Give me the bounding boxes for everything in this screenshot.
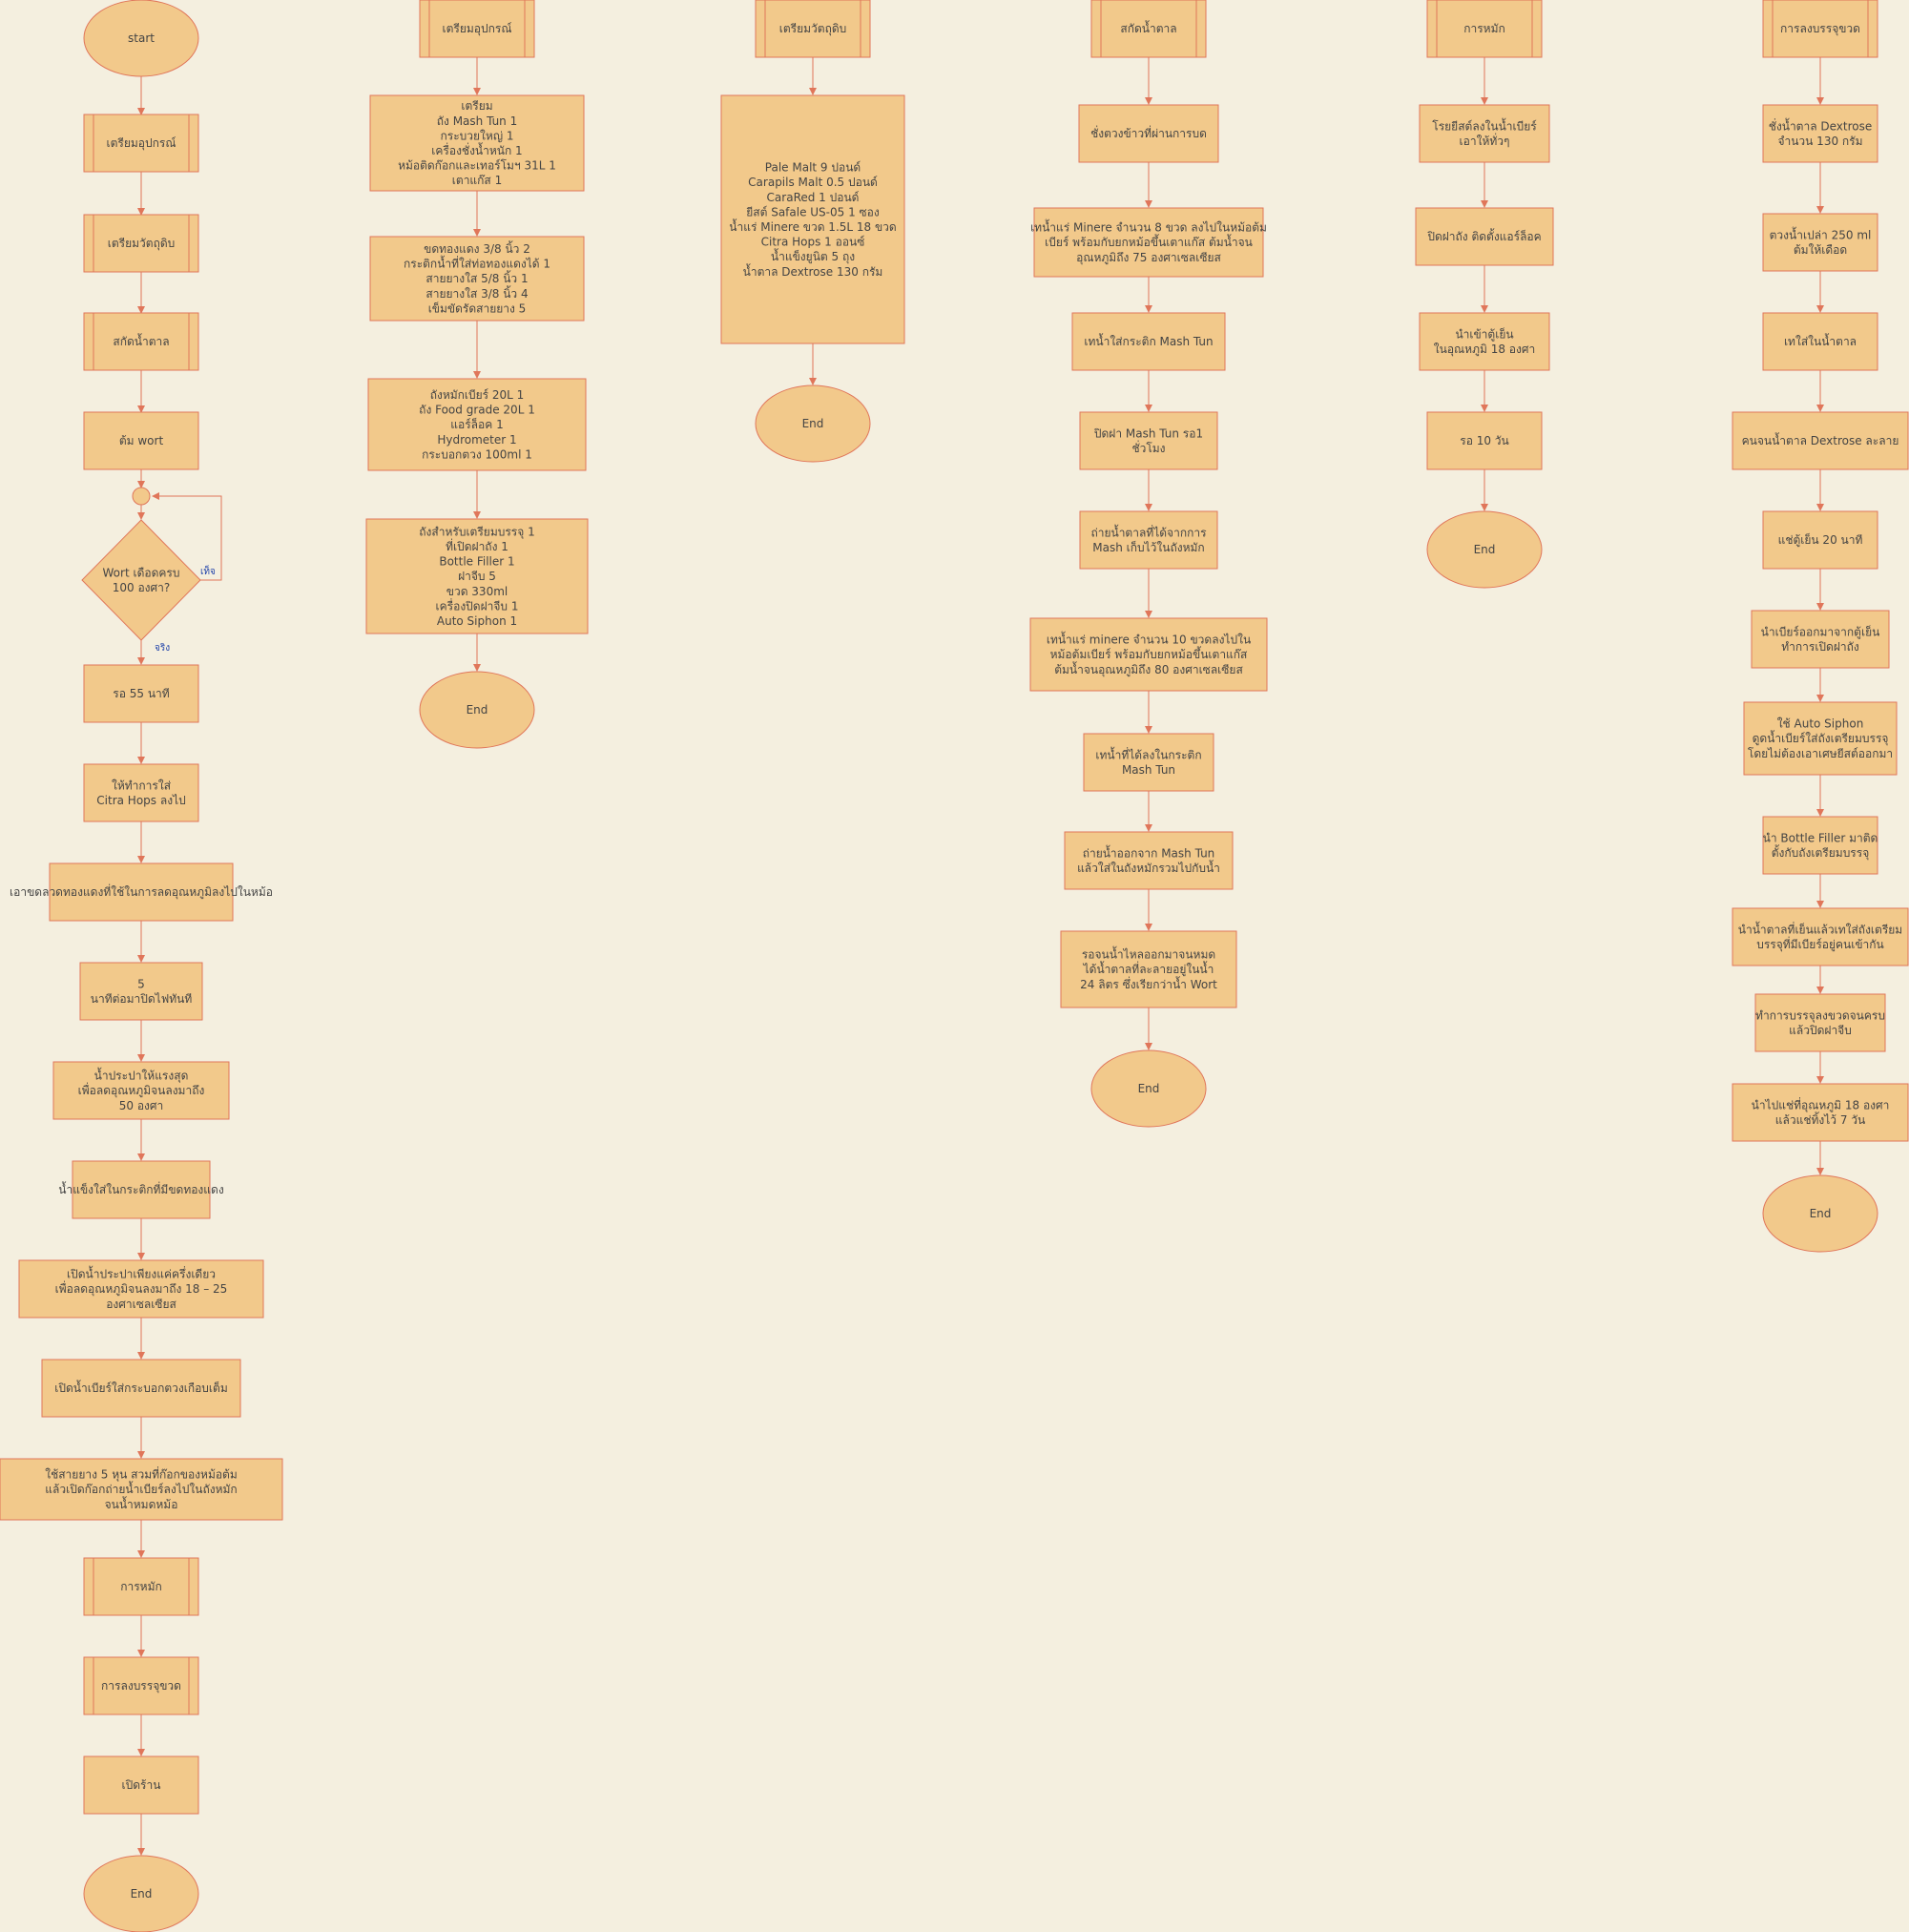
node-text: เทใส่ในน้ำตาล [1783,335,1857,349]
node-text: หม้อต้มเบียร์ พร้อมกับยกหม้อขึ้นเตาแก๊ส [1049,648,1248,662]
node-text: End [130,1887,153,1901]
node-text: การลงบรรจุขวด [1780,22,1860,36]
node-text: เตรียม [461,99,493,114]
node-text: 24 ลิตร ซึ่งเรียกว่าน้ำ Wort [1080,977,1217,991]
bottling-step-5[interactable] [1763,511,1878,569]
node-text: ที่เปิดฝาถัง 1 [446,540,508,553]
node-text: 50 องศา [118,1098,164,1112]
extract-end[interactable] [1091,1050,1206,1127]
node-text: นำ Bottle Filler มาติด [1762,831,1878,845]
bottling-step-10[interactable] [1755,994,1885,1051]
node-text: อุณหภูมิถึง 75 องศาเซลเซียส [1076,250,1221,264]
node-text: Carapils Malt 0.5 ปอนด์ [748,176,878,190]
bottling-header[interactable] [1763,0,1878,57]
node-text: คนจนน้ำตาล Dextrose ละลาย [1741,434,1899,448]
turn-off-node[interactable] [80,963,202,1020]
cool-18-node[interactable] [19,1260,263,1318]
node-text: เปิดน้ำเบียร์ใส่กระบอกตวงเกือบเต็ม [54,1381,228,1396]
node-text: ขวด 330ml [446,584,508,598]
node-text: ต้มให้เดือด [1793,243,1848,257]
node-text: จำนวน 130 กรัม [1777,135,1863,148]
node-text: Pale Malt 9 ปอนด์ [764,160,861,175]
node-text: ทำการบรรจุลงขวดจนครบ [1755,1008,1885,1023]
prep-equipment-node[interactable] [84,114,198,172]
node-text: แล้วแช่ทิ้งไว้ 7 วัน [1774,1113,1866,1127]
ferment-call-node[interactable] [84,1558,198,1615]
equip-header[interactable] [420,0,534,57]
equip-box-4[interactable] [366,519,588,634]
node-text: เครื่องปิดฝาจีบ 1 [435,599,519,613]
node-text: เพื่อลดอุณหภูมิจนลงมาถึง 18 – 25 [54,1282,228,1297]
extract-step-8[interactable] [1065,832,1233,889]
extract-step-4[interactable] [1080,412,1217,469]
node-text: โรยยีสต์ลงในน้ำเบียร์ [1432,119,1537,134]
node-text: End [801,417,824,431]
node-text: End [466,703,488,717]
node-text: ถังหมักเบียร์ 20L 1 [429,388,525,402]
node-text: ชั่งน้ำตาล Dextrose [1768,119,1873,134]
node-text: องศาเซลเซียส [106,1297,176,1311]
process-shape [1084,734,1214,791]
ingr-header[interactable] [756,0,870,57]
node-text: สายยางใส 5/8 นิ้ว 1 [425,272,529,286]
node-text: เพื่อลดอุณหภูมิจนลงมาถึง [77,1084,205,1098]
node-text: น้ำแข็งใส่ในกระติกที่มีขดทองแดง [58,1183,224,1197]
node-text: น้ำแข็งยูนิต 5 ถุง [770,250,856,264]
bottling-step-8[interactable] [1763,817,1878,874]
ferment-step-2[interactable] [1416,208,1553,265]
bottling-step-6[interactable] [1752,611,1889,668]
node-text: Mash เก็บไว้ในถังหมัก [1092,541,1205,554]
true-label: จริง [155,643,171,654]
node-text: ได้น้ำตาลที่ละลายอยู่ในน้ำ [1083,963,1214,977]
node-text: แล้วใส่ในถังหมักรวมไปกับน้ำ [1077,862,1220,875]
node-text: 100 องศา? [112,581,171,594]
node-text: หม้อติดก๊อกและเทอร์โมฯ 31L 1 [398,158,556,173]
node-text: รอจนน้ำไหลออกมาจนหมด [1081,947,1216,962]
node-text: น้ำประปาให้แรงสุด [93,1069,189,1083]
node-text: การลงบรรจุขวด [101,1679,181,1693]
process-shape [1763,817,1878,874]
node-text: ถังสำหรับเตรียมบรรจุ 1 [419,525,535,539]
node-text: ถัง Mash Tun 1 [436,114,518,128]
node-text: แอร์ล็อค 1 [450,418,504,432]
node-text: ชั่งตวงข้าวที่ผ่านการบด [1090,127,1207,141]
process-shape [721,95,904,343]
extract-step-7[interactable] [1084,734,1214,791]
node-text: start [128,31,155,46]
node-text: ฝาจีบ 5 [458,570,496,584]
main-end-node[interactable] [84,1856,198,1932]
coil-node[interactable] [10,863,273,921]
hydrometer-node[interactable] [42,1360,240,1417]
start-node[interactable] [84,0,198,76]
equip-box-2[interactable] [370,237,584,321]
node-text: นำน้ำตาลที่เย็นแล้วเทใส่ถังเตรียม [1737,923,1903,937]
node-text: เอาขดลวดทองแดงที่ใช้ในการลดอุณหภูมิลงไปในหม้อ [10,885,273,900]
node-text: นำเข้าตู้เย็น [1455,327,1514,342]
ferment-step-3[interactable] [1420,313,1549,370]
node-text: จนน้ำหมดหม้อ [104,1497,178,1511]
node-text: Wort เดือดครบ [102,566,180,580]
node-text: เข็มขัดรัดสายยาง 5 [427,301,527,316]
bottling-step-11[interactable] [1733,1084,1908,1141]
process-shape [1763,214,1878,271]
node-text: เทน้ำใส่กระติก Mash Tun [1084,335,1214,349]
process-shape [1755,994,1885,1051]
node-text: เทน้ำที่ได้ลงในกระติก [1095,748,1202,762]
node-text: ตวงน้ำเปล่า 250 ml [1769,228,1872,242]
node-text: End [1809,1207,1832,1221]
node-text: น้ำตาล Dextrose 130 กรัม [742,264,883,279]
node-text: รอ 10 วัน [1460,434,1509,448]
process-shape [1080,511,1217,569]
node-text: เตรียมอุปกรณ์ [442,22,512,36]
extract-header[interactable] [1091,0,1206,57]
process-shape [1733,908,1908,966]
extract-step-5[interactable] [1080,511,1217,569]
node-text: นำเบียร์ออกมาจากตู้เย็น [1760,625,1880,639]
node-text: ทำการเปิดฝาถัง [1781,640,1859,654]
node-text: Hydrometer 1 [437,432,517,447]
node-text: เอาให้ทั่วๆ [1459,135,1510,148]
bottling-call-node[interactable] [84,1657,198,1714]
node-text: เครื่องชั่งน้ำหนัก 1 [431,144,523,157]
node-text: นำไปแช่ที่อุณหภูมิ 18 องศา [1751,1098,1890,1112]
node-text: สายยางใส 3/8 นิ้ว 4 [425,286,529,301]
ingr-end[interactable] [756,385,870,462]
decision-node[interactable] [82,520,200,640]
node-text: เตาแก๊ส 1 [451,174,503,188]
ferment-header[interactable] [1427,0,1542,57]
process-shape [1733,1084,1908,1141]
node-text: Citra Hops 1 ออนซ์ [760,235,865,249]
bottling-step-2[interactable] [1763,214,1878,271]
node-text: การหมัก [1463,22,1505,36]
process-shape [1065,832,1233,889]
loop-junction [133,488,150,505]
equip-end[interactable] [420,672,534,748]
node-text: CaraRed 1 ปอนด์ [766,190,860,204]
node-text: แช่ตู้เย็น 20 นาที [1777,533,1863,548]
node-text: ถ่ายน้ำตาลที่ได้จากการ [1090,526,1207,540]
node-text: เตรียมอุปกรณ์ [106,136,176,151]
node-text: นาทีต่อมาปิดไฟทันที [90,992,193,1006]
node-text: แล้วเปิดก๊อกถ่ายน้ำเบียร์ลงไปในถังหมัก [45,1483,238,1497]
node-text: เตรียมวัตถุดิบ [107,237,176,251]
extract-step-3[interactable] [1072,313,1225,370]
bottling-step-3[interactable] [1763,313,1878,370]
node-text: ใช้สายยาง 5 หุน สวมที่ก๊อกของหม้อต้ม [45,1467,238,1482]
node-text: กระติกน้ำที่ใส่ท่อทองแดงได้ 1 [403,257,551,271]
process-shape [80,963,202,1020]
ferment-step-4[interactable] [1427,412,1542,469]
extract-step-2[interactable] [1030,208,1267,277]
wait-55-node[interactable] [84,665,198,722]
ingr-box[interactable] [721,95,904,343]
ice-node[interactable] [58,1161,223,1218]
node-text: Auto Siphon 1 [436,614,518,628]
node-text: เบียร์ พร้อมกับยกหม้อขึ้นเตาแก๊ส ต้มน้ำจน [1045,236,1253,250]
process-shape [84,764,198,821]
extract-step-6[interactable] [1030,618,1267,691]
node-text: เปิดน้ำประปาเพียงแค่ครึ่งเดียว [67,1267,216,1281]
node-text: ถัง Food grade 20L 1 [419,403,535,417]
extract-step-9[interactable] [1061,931,1236,1008]
process-shape [1763,105,1878,162]
cool-50-node[interactable] [53,1062,229,1119]
false-label: เท็จ [200,567,216,577]
node-text: 5 [137,977,145,991]
process-shape [1080,412,1217,469]
node-text: เปิดร้าน [121,1778,161,1793]
node-text: ยีสต์ Safale US-05 1 ซอง [746,205,880,219]
node-text: ชั่วโมง [1131,442,1166,455]
node-text: ปิดฝาถัง ติดตั้งแอร์ล็อค [1427,230,1542,244]
node-text: Citra Hops ลงไป [96,794,186,807]
bottling-step-7[interactable] [1744,702,1897,775]
transfer-node[interactable] [0,1459,282,1520]
boil-wort-node[interactable] [84,412,198,469]
ferment-step-1[interactable] [1420,105,1549,162]
open-shop-node[interactable] [84,1756,198,1814]
bottling-step-9[interactable] [1733,908,1908,966]
node-text: กระบอกตวง 100ml 1 [422,447,532,462]
decision-shape [82,520,200,640]
node-text: ดูดน้ำเบียร์ใส่ถังเตรียมบรรจุ [1752,732,1889,746]
bottling-step-4[interactable] [1733,412,1908,469]
node-text: ให้ทำการใส่ [111,779,172,793]
node-text: โดยไม่ต้องเอาเศษยีสต์ออกมา [1747,746,1894,760]
node-text: ปิดฝา Mash Tun รอ1 [1093,426,1204,441]
node-text: เทน้ำแร่ Minere จำนวน 8 ขวด ลงไปในหม้อต้ม [1030,220,1267,235]
node-text: ตั้งกับถังเตรียมบรรจุ [1771,846,1870,860]
node-text: บรรจุที่มีเบียร์อยู่คนเข้ากัน [1756,938,1884,951]
equip-box-3[interactable] [368,379,586,470]
process-shape [1752,611,1889,668]
node-text: เทน้ำแร่ minere จำนวน 10 ขวดลงไปใน [1046,633,1252,647]
node-text: กระบวยใหญ่ 1 [440,129,514,143]
node-text: End [1137,1082,1160,1096]
node-text: น้ำแร่ Minere ขวด 1.5L 18 ขวด [729,220,897,234]
node-text: เตรียมวัตถุดิบ [778,22,847,36]
node-text: การหมัก [120,1580,162,1594]
process-shape [1420,313,1549,370]
node-text: ใช้ Auto Siphon [1776,717,1864,731]
prep-ingredients-node[interactable] [84,215,198,272]
extract-sugar-node[interactable] [84,313,198,370]
ferment-end[interactable] [1427,511,1542,588]
extract-step-1[interactable] [1079,105,1218,162]
node-text: Bottle Filler 1 [439,554,515,569]
node-text: Mash Tun [1121,763,1176,777]
node-text: ในอุณหภูมิ 18 องศา [1433,343,1536,356]
node-text: ขดทองแดง 3/8 นิ้ว 2 [424,242,530,256]
node-text: แล้วปิดฝาจีบ [1789,1024,1852,1037]
process-shape [1420,105,1549,162]
node-text: ต้ม wort [118,434,164,448]
equip-box-1[interactable] [370,95,584,191]
node-text: รอ 55 นาที [113,687,170,701]
node-text: ถ่ายน้ำออกจาก Mash Tun [1082,846,1215,861]
bottling-end[interactable] [1763,1175,1878,1252]
node-text: End [1473,543,1496,557]
add-hops-node[interactable] [84,764,198,821]
node-text: ต้มน้ำจนอุณหภูมิถึง 80 องศาเซลเซียส [1054,662,1243,676]
node-text: สกัดน้ำตาล [113,335,170,349]
node-text: สกัดน้ำตาล [1120,22,1177,36]
bottling-step-1[interactable] [1763,105,1878,162]
